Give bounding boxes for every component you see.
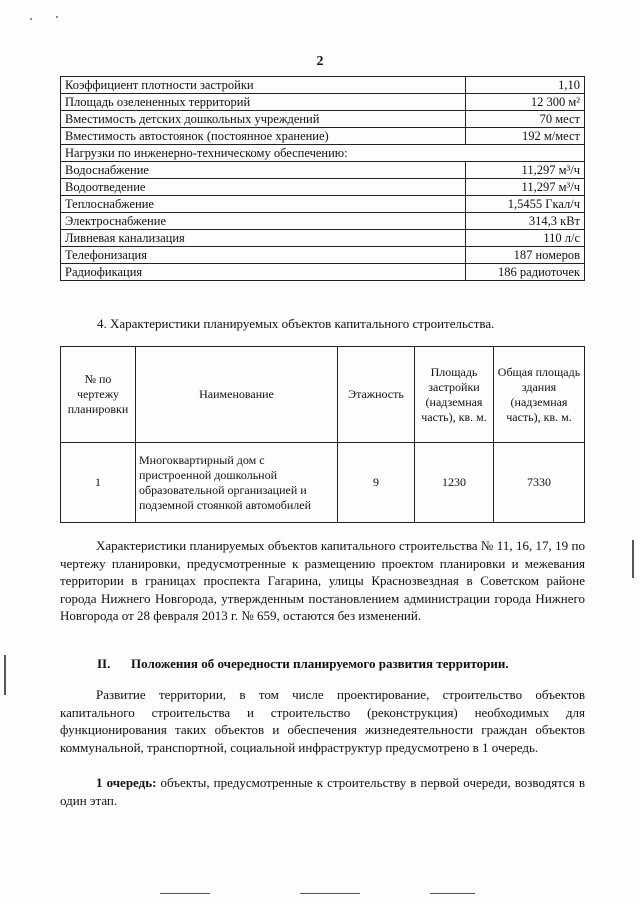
table-row [61, 111, 585, 128]
param-name: Водоотведение [61, 179, 466, 196]
paragraph-development: Развитие территории, в том числе проектирование, строительство объектов капитального строительства и строительство (реконструкция) необходимых для функционирования таких объектов и обеспечения жизнедеятельности граждан объектов коммунальной, транспортной, социальной инфраструктур предусмотрено в 1 очередь. [60, 687, 585, 755]
parameters-table [60, 76, 585, 281]
header-total-area: Общая площадь здания (надземная часть), кв. м. [494, 347, 585, 443]
param-value: 192 м/мест [466, 128, 585, 145]
stage-text: объекты, предусмотренные к строительству в первой очереди, возводятся в один этап. [60, 775, 585, 808]
param-name: Телефонизация [61, 247, 466, 264]
param-value: 11,297 м³/ч [466, 179, 585, 196]
param-value: 11,297 м³/ч [466, 162, 585, 179]
row-total-area: 7330 [494, 443, 585, 523]
stage-label: 1 очередь: [96, 775, 157, 790]
scan-speck [56, 16, 58, 18]
param-name: Радиофикация [61, 264, 466, 281]
scan-mark [430, 893, 475, 894]
param-value: 12 300 м² [466, 94, 585, 111]
table-row [61, 247, 585, 264]
param-name: Водоснабжение [61, 162, 466, 179]
page-number: 2 [316, 54, 324, 69]
table-row [61, 128, 585, 145]
scan-speck [30, 18, 32, 20]
section2-heading [97, 656, 509, 672]
param-value: 187 номеров [466, 247, 585, 264]
scan-mark [160, 893, 210, 894]
section2-number: II. [97, 656, 111, 671]
objects-table-header [61, 347, 585, 443]
scan-mark [632, 540, 634, 578]
table-row [61, 145, 585, 162]
param-name: Площадь озелененных территорий [61, 94, 466, 111]
table-row [61, 230, 585, 247]
param-name: Вместимость автостоянок (постоянное хранение) [61, 128, 466, 145]
table-row [61, 213, 585, 230]
param-value: 70 мест [466, 111, 585, 128]
header-floors: Этажность [338, 347, 415, 443]
scan-mark [300, 893, 360, 894]
stage-paragraph [60, 774, 585, 809]
scan-mark [4, 655, 6, 695]
param-value: 1,10 [466, 77, 585, 94]
table-row [61, 264, 585, 281]
section2-title: Положения об очередности планируемого развития территории. [131, 656, 509, 671]
header-area: Площадь застройки (надземная часть), кв. м. [415, 347, 494, 443]
param-value: 186 радиоточек [466, 264, 585, 281]
objects-table [60, 346, 585, 523]
row-name: Многоквартирный дом с пристроенной дошкольной образовательной организацией и подземной стоянкой автомобилей [136, 443, 338, 523]
param-value: 314,3 кВт [466, 213, 585, 230]
table-row [61, 179, 585, 196]
section4-heading: 4. Характеристики планируемых объектов капитального строительства. [97, 316, 495, 331]
table-row [61, 443, 585, 523]
row-number: 1 [61, 443, 136, 523]
row-area: 1230 [415, 443, 494, 523]
param-value: 110 л/с [466, 230, 585, 247]
param-name: Электроснабжение [61, 213, 466, 230]
table-row [61, 196, 585, 213]
header-number: № по чертежу планировки [61, 347, 136, 443]
param-name: Ливневая канализация [61, 230, 466, 247]
param-name: Теплоснабжение [61, 196, 466, 213]
table-row [61, 162, 585, 179]
param-name: Коэффициент плотности застройки [61, 77, 466, 94]
param-name: Вместимость детских дошкольных учреждений [61, 111, 466, 128]
row-floors: 9 [338, 443, 415, 523]
table-row [61, 77, 585, 94]
param-value: 1,5455 Гкал/ч [466, 196, 585, 213]
table-row [61, 94, 585, 111]
header-name: Наименование [136, 347, 338, 443]
param-group-label: Нагрузки по инженерно-техническому обеспечению: [61, 145, 585, 162]
paragraph-unchanged: Характеристики планируемых объектов капитального строительства № 11, 16, 17, 19 по чертежу планировки, предусмотренные к размещению проектом планировки и межевания территории в границах проспекта Гагарина, улицы Краснозвездная в Советском районе города Нижнего Новгорода, утвержденным постановлением администрации города Нижнего Новгорода от 28 февраля 2013 г. № 659, остаются без изменений. [60, 538, 585, 623]
